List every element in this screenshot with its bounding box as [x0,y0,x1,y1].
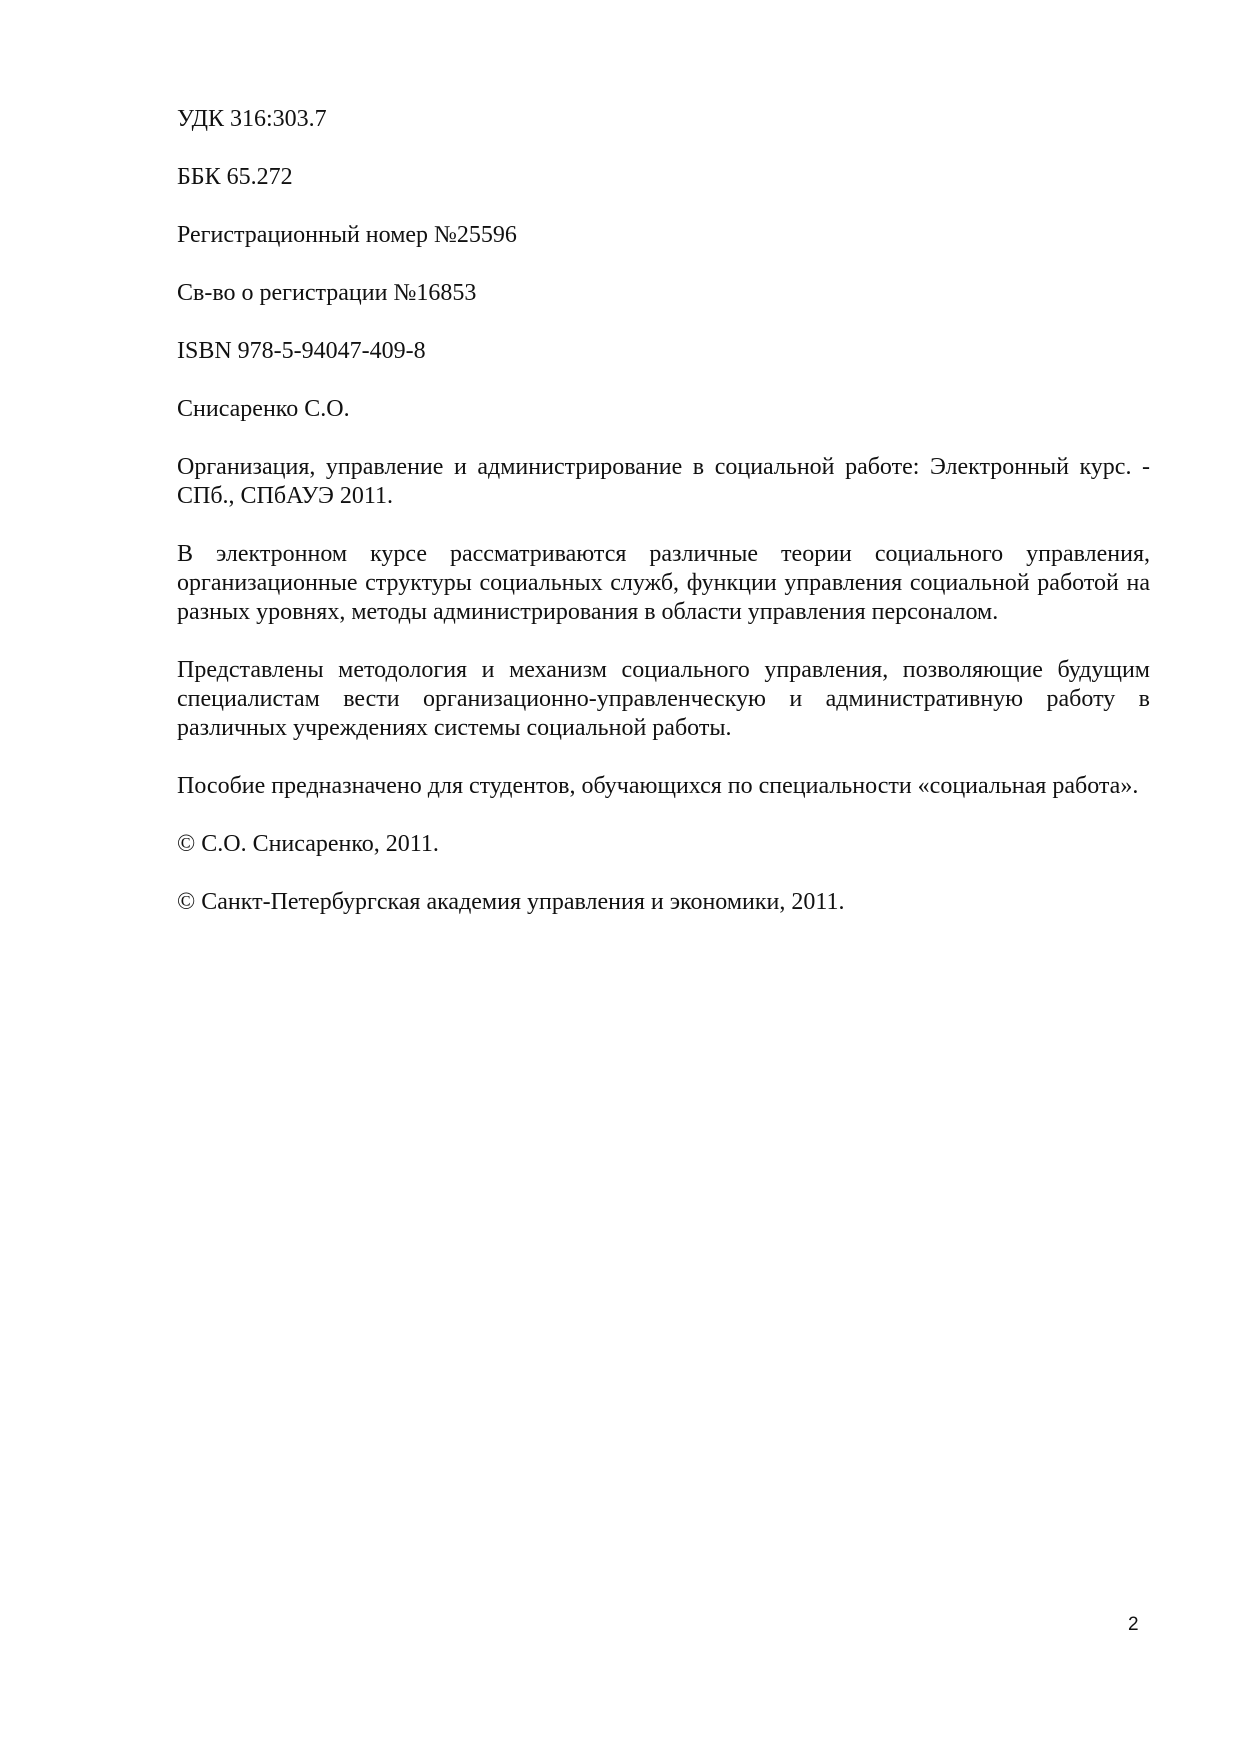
copyright-author: © С.О. Снисаренко, 2011. [177,831,439,857]
imprint-content [177,105,1150,946]
abstract-paragraph-2: Представлены методология и механизм социального управления, позволяющие будущим специалистам вести организационно-управленческую и административную работу в различных учреждениях системы социальной работы. [177,657,1150,741]
isbn: ISBN 978-5-94047-409-8 [177,338,426,364]
bbk-code: ББК 65.272 [177,164,293,190]
author-name: Снисаренко С.О. [177,396,350,422]
abstract-paragraph-1: В электронном курсе рассматриваются различные теории социального управления, организационные структуры социальных служб, функции управления социальной работой на разных уровнях, методы администрирования в области управления персоналом. [177,541,1150,625]
page-number: 2 [1128,1614,1139,1635]
udk-code: УДК 316:303.7 [177,106,327,132]
copyright-academy: © Санкт-Петербургская академия управления и экономики, 2011. [177,889,845,915]
bibliographic-entry: Организация, управление и администрирование в социальной работе: Электронный курс. - СПб., СПбАУЭ 2011. [177,454,1150,509]
registration-certificate: Св-во о регистрации №16853 [177,280,477,306]
abstract-paragraph-3: Пособие предназначено для студентов, обучающихся по специальности «социальная работа». [177,773,1139,799]
registration-number: Регистрационный номер №25596 [177,222,517,248]
